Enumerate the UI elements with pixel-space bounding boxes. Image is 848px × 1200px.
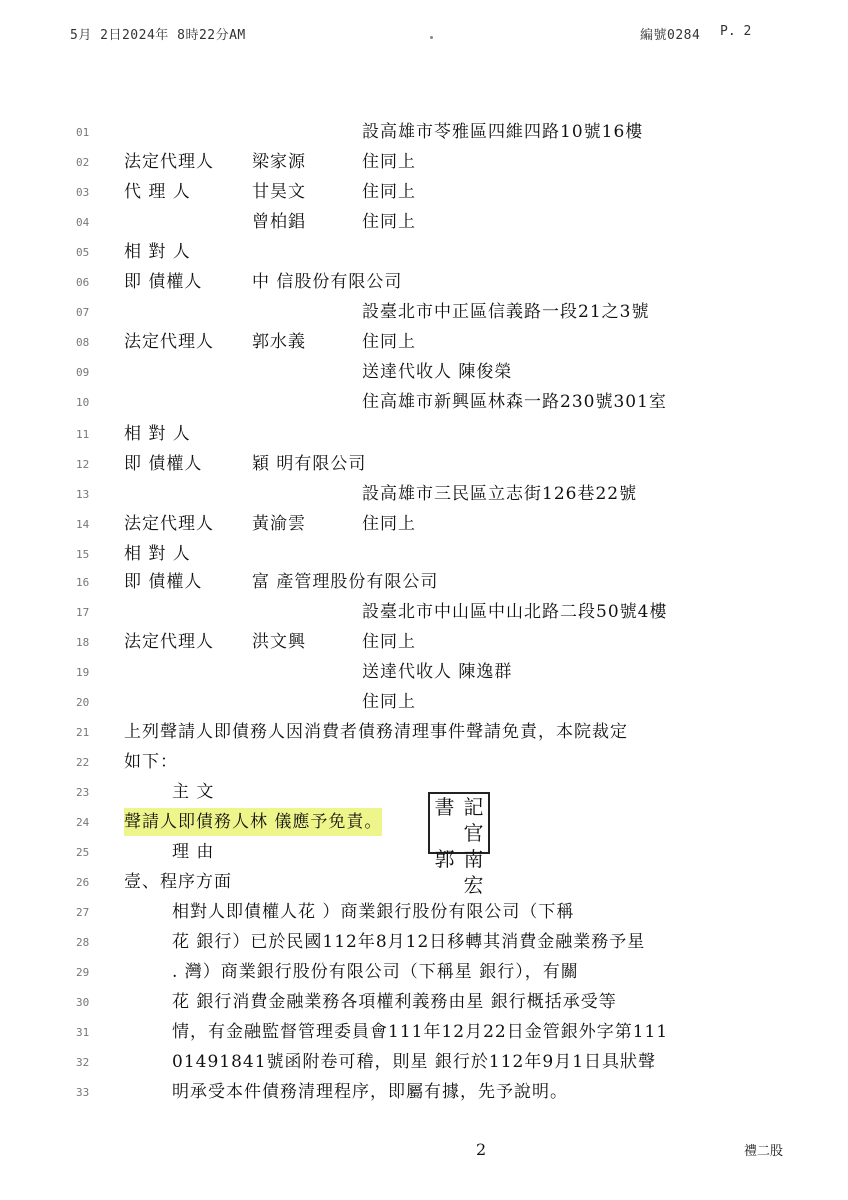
party-label: 法定代理人 [124,152,214,172]
document-line [0,748,848,776]
line-number: 04 [76,216,90,229]
ruling-text: 聲請人即債務人林 儀應予免責。 [124,808,382,836]
document-line [0,178,848,206]
document-line [0,268,848,296]
document-line [0,358,848,386]
document-line [0,510,848,538]
body-text: . 灣）商業銀行股份有限公司（下稱星 銀行），有關 [172,962,579,982]
document-line [0,718,848,746]
document-line [0,328,848,356]
line-number: 15 [76,548,90,561]
body-text: 花 銀行）已於民國112年8月12日移轉其消費金融業務予星 [172,932,646,952]
document-line [0,1018,848,1046]
document-line [0,838,848,866]
body-text: 上列聲請人即債務人因消費者債務清理事件聲請免責，本院裁定 [124,722,628,742]
body-text: 明承受本件債務清理程序，即屬有據，先予說明。 [172,1082,568,1102]
document-line [0,388,848,416]
party-address: 設高雄市三民區立志街126巷22號 [362,484,638,504]
line-number: 11 [76,428,90,441]
party-label: 即 債權人 [124,454,203,474]
office-label: 禮二股 [744,1144,784,1159]
document-line [0,238,848,266]
document-line [0,1048,848,1076]
party-address: 設臺北市中正區信義路一段21之3號 [362,302,650,322]
fax-number: 編號0284 [640,28,701,43]
document-line [0,480,848,508]
line-number: 30 [76,996,90,1009]
party-address: 住同上 [362,182,416,202]
line-number: 29 [76,966,90,979]
line-number: 13 [76,488,90,501]
line-number: 24 [76,816,90,829]
body-text: 01491841號函附卷可稽，則星 銀行於112年9月1日具狀聲 [172,1052,657,1072]
line-number: 20 [76,696,90,709]
party-name: 梁家源 [252,152,306,172]
party-label: 代 理 人 [124,182,191,202]
document-line [0,958,848,986]
party-label: 即 債權人 [124,272,203,292]
line-number: 23 [76,786,90,799]
line-number: 16 [76,576,90,589]
section-heading: 理 由 [172,842,215,862]
party-name: 富 產管理股份有限公司 [252,572,439,592]
party-address: 住同上 [362,632,416,652]
line-number: 28 [76,936,90,949]
line-number: 19 [76,666,90,679]
party-name: 甘昊文 [252,182,306,202]
party-label: 法定代理人 [124,332,214,352]
document-line [0,450,848,478]
document-line [0,148,848,176]
document-line [0,598,848,626]
line-number: 33 [76,1086,90,1099]
fax-page: P. 2 [720,24,752,39]
party-address: 設臺北市中山區中山北路二段50號4樓 [362,602,668,622]
section-heading: 主 文 [172,782,215,802]
line-number: 12 [76,458,90,471]
line-number: 17 [76,606,90,619]
document-line [0,540,848,568]
party-label: 相 對 人 [124,242,191,262]
line-number: 02 [76,156,90,169]
stamp-char: 書 [434,795,455,819]
party-address: 住同上 [362,152,416,172]
line-number: 14 [76,518,90,531]
line-number: 06 [76,276,90,289]
service-agent: 送達代收人 陳俊榮 [362,362,513,382]
document-line [0,628,848,656]
document-line [0,898,848,926]
document-line [0,778,848,806]
document-line [0,1078,848,1106]
line-number: 21 [76,726,90,739]
address: 設高雄市苓雅區四維四路10號16樓 [362,122,644,142]
stamp-char: 記官 [463,795,484,845]
fax-header [0,22,848,46]
party-address: 住同上 [362,212,416,232]
line-number: 32 [76,1056,90,1069]
body-text: 相對人即債權人花 ）商業銀行股份有限公司（下稱 [172,902,575,922]
document-line [0,118,848,146]
line-number: 10 [76,396,90,409]
party-name: 黃渝雲 [252,514,306,534]
party-label: 法定代理人 [124,514,214,534]
document-line [0,658,848,686]
party-label: 相 對 人 [124,544,191,564]
subsection-heading: 壹、程序方面 [124,872,232,892]
document-line [0,928,848,956]
party-name: 穎 明有限公司 [252,454,367,474]
party-name: 洪文興 [252,632,306,652]
line-number: 26 [76,876,90,889]
party-address: 住同上 [362,692,416,712]
body-text: 如下： [124,752,178,772]
stamp-char: 南宏 [463,847,484,897]
party-name: 郭水義 [252,332,306,352]
document-line [0,868,848,896]
body-text: 花 銀行消費金融業務各項權利義務由星 銀行概括承受等 [172,992,617,1012]
body-text: 情，有金融監督管理委員會111年12月22日金管銀外字第111 [172,1022,669,1042]
document-line [0,688,848,716]
document-line [0,808,848,836]
line-number: 27 [76,906,90,919]
party-label: 相 對 人 [124,424,191,444]
document-line [0,988,848,1016]
document-line [0,568,848,596]
fax-mark [430,36,433,39]
line-number: 03 [76,186,90,199]
document-line [0,420,848,448]
line-number: 22 [76,756,90,769]
line-number: 07 [76,306,90,319]
party-label: 法定代理人 [124,632,214,652]
party-address: 住同上 [362,514,416,534]
line-number: 31 [76,1026,90,1039]
line-number: 01 [76,126,90,139]
page-number: 2 [476,1140,487,1159]
line-number: 08 [76,336,90,349]
party-address: 住高雄市新興區林森一路230號301室 [362,392,667,412]
line-number: 05 [76,246,90,259]
service-agent: 送達代收人 陳逸群 [362,662,513,682]
line-number: 25 [76,846,90,859]
stamp-char: 郭 [434,847,455,871]
clerk-seal-stamp [428,792,490,897]
party-name: 中 信股份有限公司 [252,272,403,292]
line-number: 18 [76,636,90,649]
line-number: 09 [76,366,90,379]
document-line [0,298,848,326]
party-name: 曾柏錩 [252,212,306,232]
document-line [0,208,848,236]
fax-timestamp: 5月 2日2024年 8時22分AM [70,28,246,43]
party-label: 即 債權人 [124,572,203,592]
party-address: 住同上 [362,332,416,352]
